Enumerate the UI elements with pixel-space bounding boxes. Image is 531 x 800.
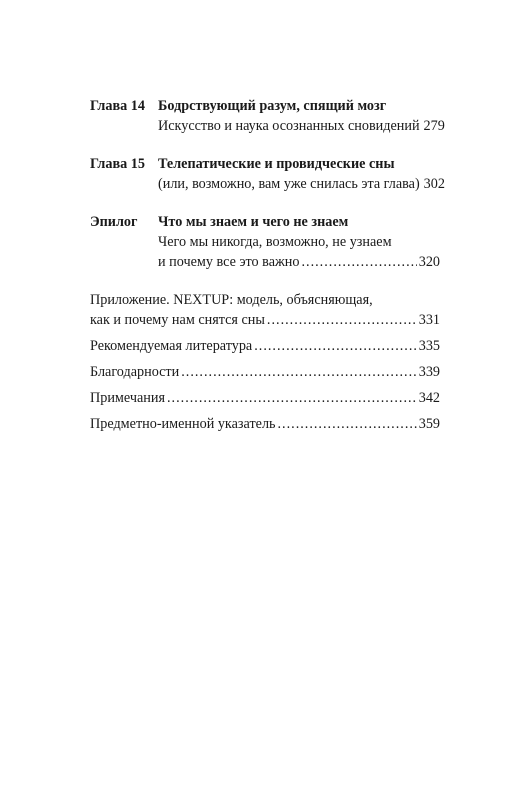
leader-dots bbox=[181, 362, 416, 382]
leader-dots bbox=[301, 252, 416, 272]
toc-entry-line bbox=[158, 174, 445, 194]
toc-chapter-14 bbox=[90, 96, 445, 136]
toc-entry-acknowledgements bbox=[90, 362, 440, 382]
chapter-title: Телепатические и провидческие сны bbox=[158, 156, 395, 172]
entry-title: Предметно-именной указатель bbox=[90, 416, 276, 432]
chapter-title: Что мы знаем и чего не знаем bbox=[158, 214, 349, 230]
page-number: 339 bbox=[418, 364, 440, 380]
chapter-label: Глава 15 bbox=[90, 156, 145, 172]
entry-title: Благодарности bbox=[90, 364, 180, 380]
entry-title: как и почему нам снятся сны bbox=[90, 312, 265, 328]
leader-dots bbox=[167, 388, 417, 408]
chapter-subtitle: и почему все это важно bbox=[158, 254, 300, 270]
toc-epilogue bbox=[90, 212, 440, 272]
page-number: 331 bbox=[418, 312, 440, 328]
chapter-body bbox=[158, 154, 445, 194]
chapter-title: Бодрствующий разум, спящий мозг bbox=[158, 98, 387, 114]
toc-entry-line bbox=[90, 362, 440, 382]
page-number: 359 bbox=[418, 416, 440, 432]
toc-entry-line bbox=[158, 116, 445, 136]
page-number: 320 bbox=[418, 254, 440, 270]
toc-entry-line bbox=[90, 310, 440, 330]
toc-chapter-15 bbox=[90, 154, 445, 194]
entry-title: Рекомендуемая литература bbox=[90, 338, 253, 354]
chapter-label: Глава 14 bbox=[90, 98, 145, 114]
chapter-body bbox=[158, 96, 445, 136]
toc-back-matter bbox=[90, 290, 440, 434]
leader-dots bbox=[278, 414, 417, 434]
leader-dots bbox=[267, 310, 417, 330]
entry-title: Примечания bbox=[90, 390, 165, 406]
toc-entry-reading bbox=[90, 336, 440, 356]
entry-first-line: Приложение. NEXTUP: модель, объясняющая, bbox=[90, 292, 373, 308]
chapter-subtitle: Искусство и наука осознанных сновидений bbox=[158, 118, 420, 134]
page-number: 302 bbox=[423, 176, 445, 192]
toc-entry-appendix bbox=[90, 290, 440, 330]
page-number: 342 bbox=[418, 390, 440, 406]
toc-entry-index bbox=[90, 414, 440, 434]
chapter-label: Эпилог bbox=[90, 214, 138, 230]
page-number: 335 bbox=[418, 338, 440, 354]
chapter-body bbox=[158, 212, 440, 272]
chapter-subtitle: (или, возможно, вам уже снилась эта глава) bbox=[158, 176, 420, 192]
toc-entry-line bbox=[90, 414, 440, 434]
toc-entry-line bbox=[158, 252, 440, 272]
page-number: 279 bbox=[423, 118, 445, 134]
toc-entry-notes bbox=[90, 388, 440, 408]
chapter-subtitle: Чего мы никогда, возможно, не узнаем bbox=[158, 234, 392, 250]
toc-entry-line bbox=[90, 388, 440, 408]
leader-dots bbox=[254, 336, 416, 356]
toc-entry-line bbox=[90, 336, 440, 356]
table-of-contents bbox=[90, 96, 445, 440]
